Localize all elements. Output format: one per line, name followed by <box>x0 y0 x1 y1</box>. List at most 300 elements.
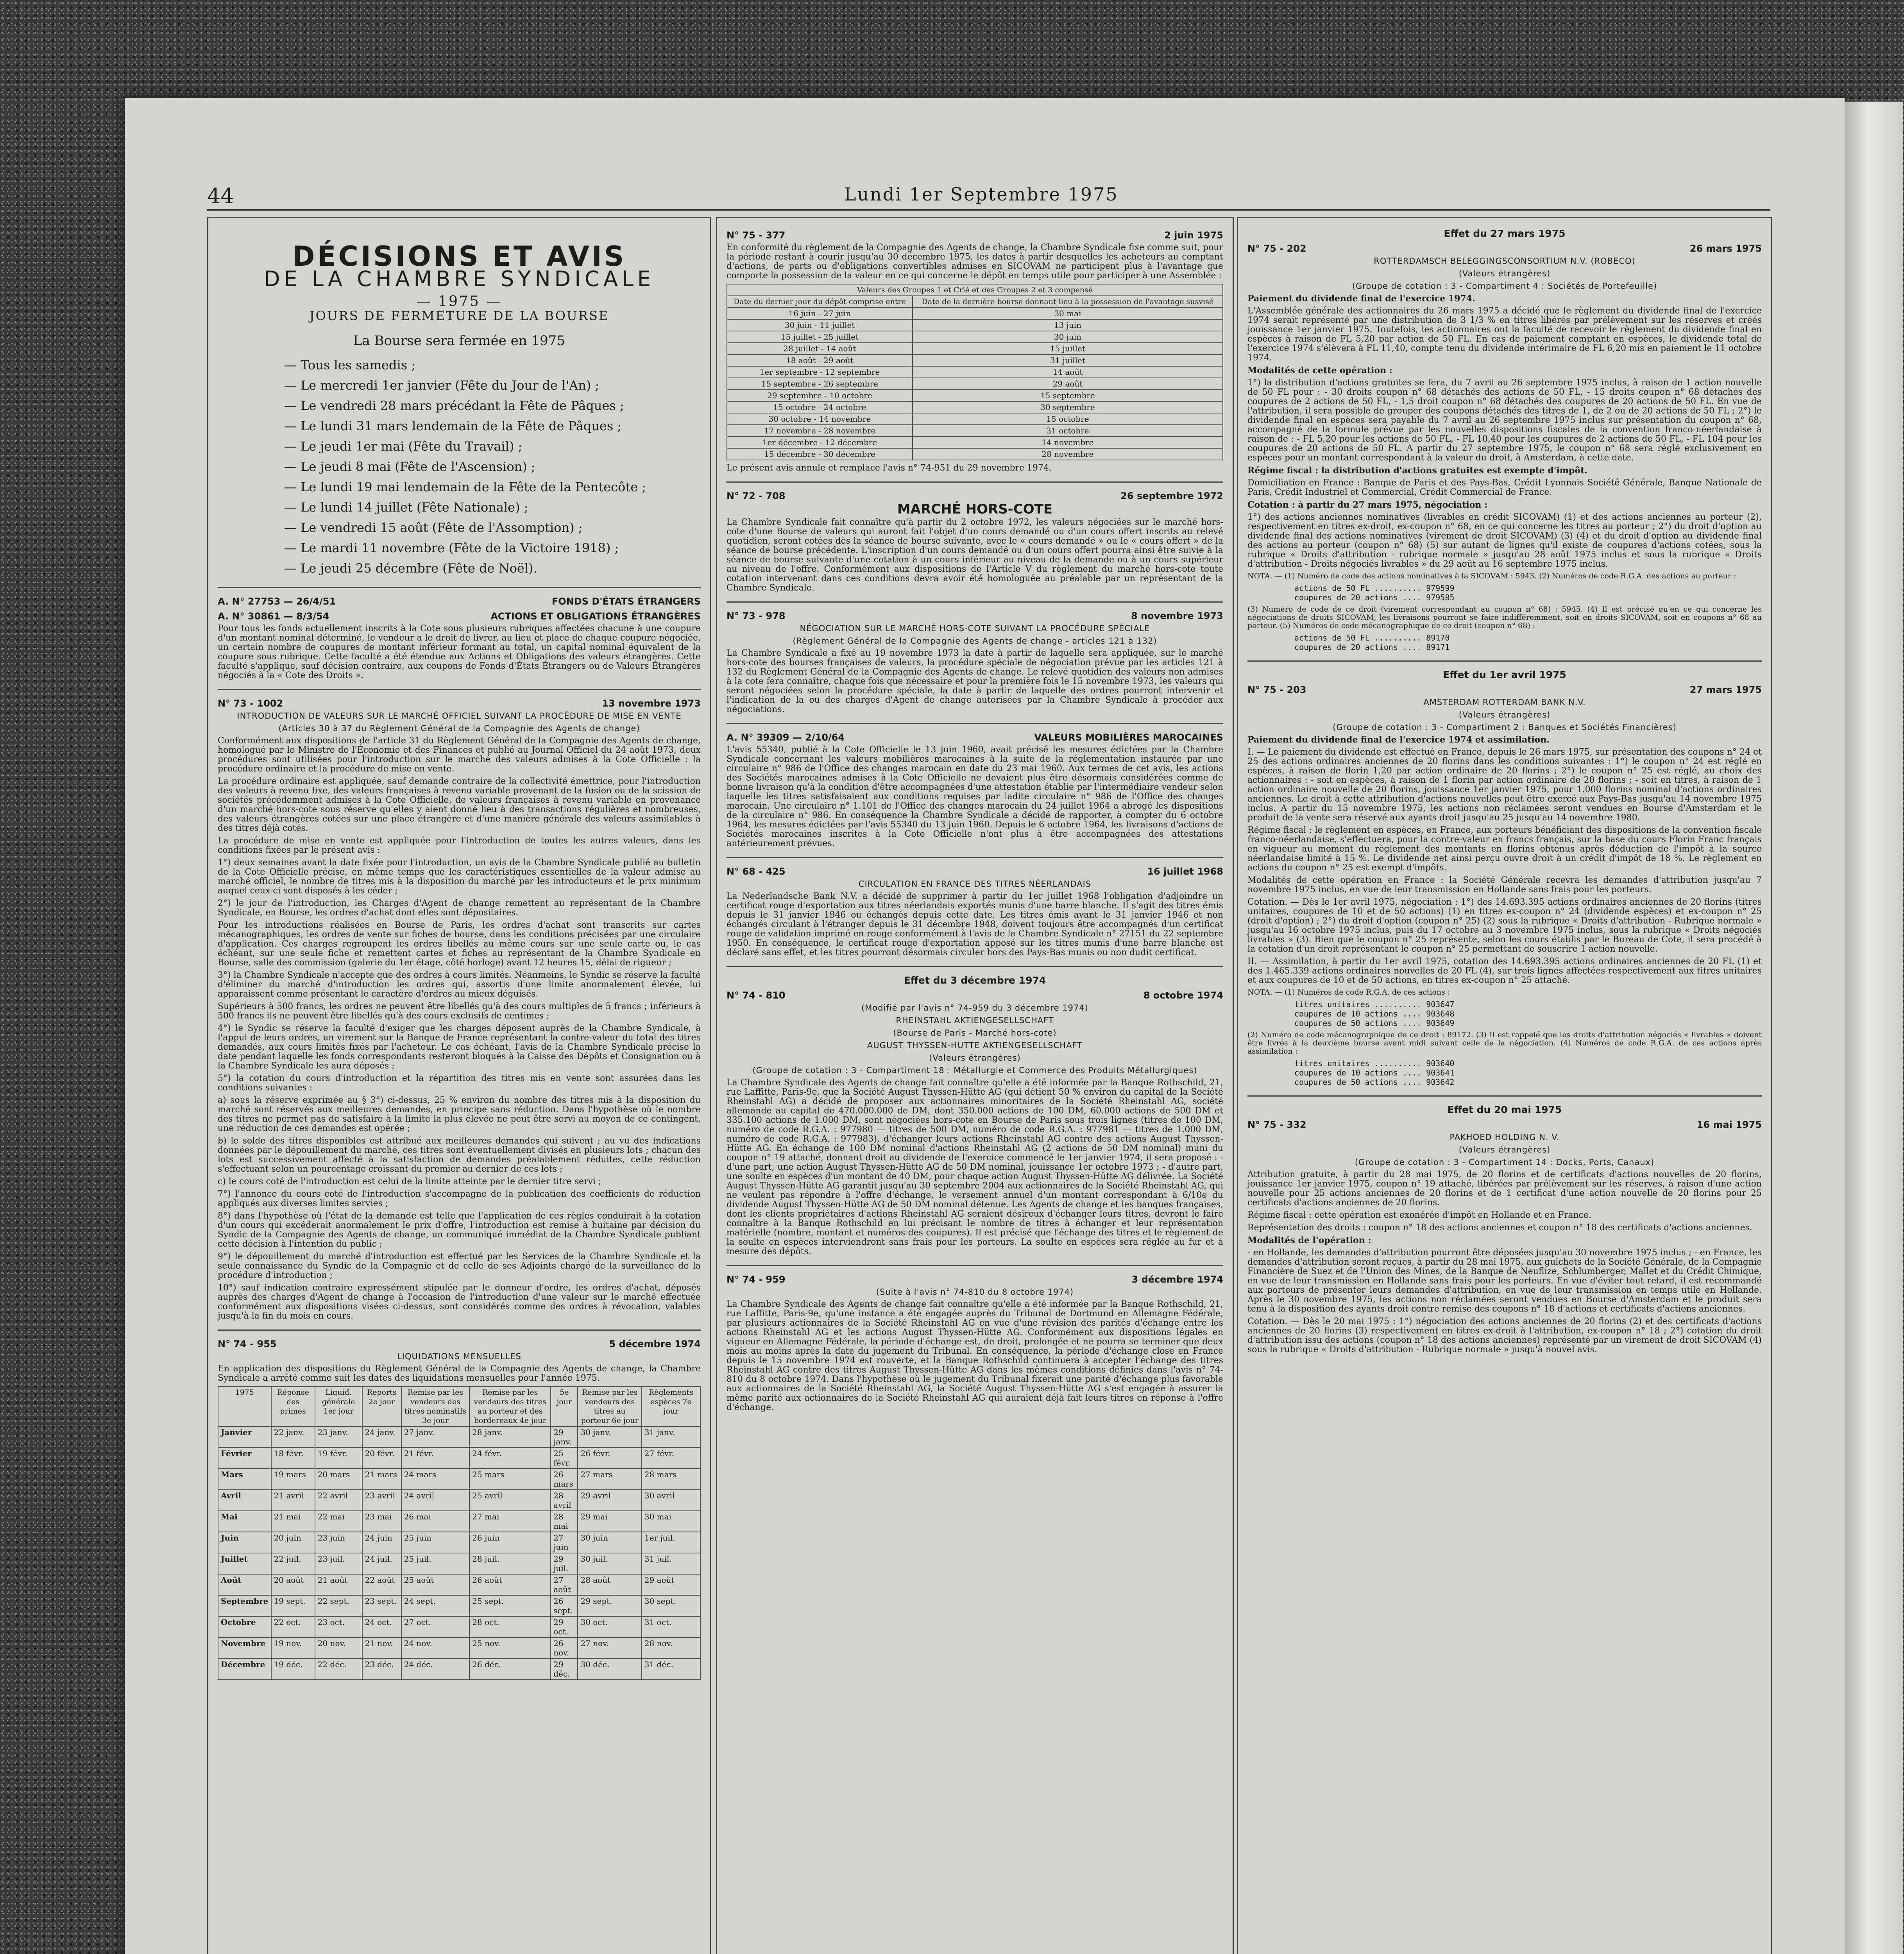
paragraph: Régime fiscal : le règlement en espèces, en France, aux porteurs bénéficiant des dispositions de la convention fiscale franco-néerlandaise, s'effectuera, pour la contre-valeur en francs français, sur la base du cours Florin Franc français en vigueur au moment du règlement des montants en florins obtenus après déduction de l'impôt à la source néerlandaise limité à 15 %. Le dividende net ainsi perçu ouvre droit à un crédit d'impôt de 18 %. Le règlement en actions du coupon n° 25 est exempt d'impôts. <box>1247 825 1762 873</box>
notice-header <box>218 612 701 621</box>
notice-date: 8 octobre 1974 <box>1143 990 1223 1001</box>
table-cell: 24 févr. <box>469 1448 551 1469</box>
table-cell: 21 avril <box>271 1490 315 1511</box>
code-line: coupures de 10 actions .... 903641 <box>1294 1068 1455 1077</box>
list-item: — Le lundi 19 mai lendemain de la Fête de la Pentecôte ; <box>284 477 701 497</box>
table-body <box>727 308 1223 460</box>
table-row <box>218 1574 700 1595</box>
nota: (3) Numéro de code de ce droit (virement correspondant au coupon n° 68) : 5945. (4) Il est précisé qu'en ce qui concerne les négociations de droits SICOVAM, les livraisons pourront se faire indifféremment, soit en droits SICOVAM, soit en coupons n° 68 au porteur. (5) Numéros de code mécanographique de ce droit (coupon n° 68) : <box>1247 605 1762 630</box>
table-cell: 14 août <box>913 366 1223 378</box>
table-cell: 31 juillet <box>913 354 1223 366</box>
table-cell: 25 juin <box>401 1532 470 1553</box>
table-cell: 24 juin <box>362 1532 401 1553</box>
notice-date: 2 juin 1975 <box>1164 230 1223 241</box>
notice-subheading: (Modifié par l'avis n° 74-959 du 3 décembre 1974) <box>861 1003 1088 1013</box>
code-line: titres unitaires .......... 903647 <box>1294 1000 1455 1009</box>
table-cell: 1er juil. <box>642 1532 700 1553</box>
table-cell: 29 avril <box>578 1490 641 1511</box>
table-row <box>218 1595 700 1616</box>
notice-ref: N° 74 - 955 <box>218 1338 277 1349</box>
notice-subheading: (Valeurs étrangères) <box>1458 710 1551 719</box>
table-row <box>218 1659 700 1680</box>
table-cell: 28 avril <box>551 1490 578 1511</box>
table-cell: 28 oct. <box>469 1616 551 1637</box>
divider <box>218 587 701 588</box>
table-cell: 20 août <box>271 1574 315 1595</box>
divider <box>1247 1095 1762 1097</box>
table-cell: 19 nov. <box>271 1637 315 1659</box>
notice-date: 16 juillet 1968 <box>1147 866 1223 877</box>
paragraph: b) le solde des titres disponibles est attribué aux meilleures demandes qui suivent ; au vu des indications données par le dépouillement du marché, ces titres sont éventuellement divisés en plusieurs lots ; chacun des lots est successivement affecté à la satisfaction de demandes préalablement réduites, cette réduction s'effectuant selon un pourcentage croissant du premier au dernier de ces lots ; <box>218 1136 701 1174</box>
table-cell: 26 nov. <box>551 1637 578 1659</box>
column-right <box>1237 217 1772 1954</box>
table-cell: 1er septembre - 12 septembre <box>727 366 913 378</box>
table-cell: 29 janv. <box>551 1426 578 1448</box>
table-header-row <box>727 296 1223 308</box>
table-cell: 24 oct. <box>362 1616 401 1637</box>
paragraph: La procédure de mise en vente est appliquée pour l'introduction de toutes les autres valeurs, dans les conditions fixées par le présent avis : <box>218 836 701 855</box>
paragraph: 10°) sauf indication contraire expressément stipulée par le donneur d'ordre, les ordres d'achat, déposés auprès des charges d'Agent de change à l'occasion de l'introduction d'une valeur sur le marché effectuée conformément aux dispositions visées ci-dessus, sont considérés comme des ordres à révocation, valables jusqu'à la fin du mois en cours. <box>218 1283 701 1321</box>
table-cell: 29 sept. <box>578 1595 641 1616</box>
year-label: — 1975 — <box>416 293 502 310</box>
notice-head: FONDS D'ÉTATS ÉTRANGERS <box>551 596 701 607</box>
notice-heading: NÉGOCIATION SUR LE MARCHÉ HORS-COTE SUIVANT LA PROCÉDURE SPÉCIALE <box>800 624 1150 633</box>
notice-heading: AMSTERDAM ROTTERDAM BANK N.V. <box>1423 698 1586 707</box>
divider <box>727 723 1223 724</box>
table-cell: 21 mai <box>271 1511 315 1532</box>
table-cell: Janvier <box>218 1426 271 1448</box>
code-line: coupures de 20 actions .... 979585 <box>1294 593 1455 602</box>
paragraph: La Nederlandsche Bank N.V. a décidé de supprimer à partir du 1er juillet 1968 l'obligation d'adjoindre un certificat rouge d'exportation aux titres néerlandais exportés munis d'une barre blanche. Il s'agit des titres émis depuis le 31 janvier 1946 ou échangés depuis cette date. Les titres émis avant le 31 janvier 1946 et non échangés circulant à l'étranger depuis le 31 décembre 1948, doivent toujours être accompagnés d'un certificat rouge de validation imprimé en rouge conformément à l'avis de la Chambre Syndicale n° 27151 du 22 septembre 1950. En conséquence, le certificat rouge d'exportation apposé sur les titres munis d'une barre blanche est déclaré sans effet, et les titres pourront désormais circuler hors des Pays-Bas munis ou non dudit certificat. <box>727 891 1223 957</box>
table-cell: 26 sept. <box>551 1595 578 1616</box>
table-row <box>727 448 1223 460</box>
code-line: titres unitaires .......... 903640 <box>1294 1059 1455 1068</box>
table-row <box>727 378 1223 390</box>
table-cell: 27 oct. <box>401 1616 470 1637</box>
column-header: Remise par les vendeurs des titres au porteur 6e jour <box>578 1387 641 1426</box>
notice-date: 3 décembre 1974 <box>1131 1274 1223 1285</box>
table-cell: 19 mars <box>271 1469 315 1490</box>
table-cell: 29 septembre - 10 octobre <box>727 390 913 401</box>
table-cell: 15 juillet - 25 juillet <box>727 331 913 343</box>
table-cell: 30 juil. <box>578 1553 641 1574</box>
paragraph: 7°) l'annonce du cours coté de l'introduction s'accompagne de la publication des coefficients de réduction appliqués aux diverses limites servies ; <box>218 1189 701 1208</box>
paragraph: 3°) la Chambre Syndicale n'accepte que des ordres à cours limités. Néanmoins, le Syndic se réserve la faculté d'éliminer du marché d'introduction les ordres qui, assortis d'une limite anormalement élevée, lui apparaissent comme présentant le caractère d'ordres au mieux déguisés. <box>218 970 701 999</box>
notice-title: MARCHÉ HORS-COTE <box>897 501 1053 517</box>
table-cell: 31 déc. <box>642 1659 700 1680</box>
list-item: — Le jeudi 8 mai (Fête de l'Ascension) ; <box>284 456 701 477</box>
page-number: 44 <box>207 184 234 208</box>
effective-date: Effet du 27 mars 1975 <box>1444 228 1566 239</box>
notice-date: 26 mars 1975 <box>1689 243 1762 254</box>
table-cell: 15 décembre - 30 décembre <box>727 448 913 460</box>
notice-ref: A. N° 27753 — 26/4/51 <box>218 596 336 607</box>
notice-ref: N° 75 - 202 <box>1247 243 1306 254</box>
notice-heading: LIQUIDATIONS MENSUELLES <box>397 1352 521 1361</box>
table-row <box>218 1469 700 1490</box>
paragraph: 1°) la distribution d'actions gratuites se fera, du 7 avril au 26 septembre 1975 inclus, à raison de 1 action nouvelle de 50 FL pour : - 30 droits coupon n° 68 détachés des actions de 50 FL, - 15 droits coupon n° 68 détachés des coupures de 2 actions de 50 FL, - 1,5 droit coupon n° 68 détachés des coupures de 20 actions de 50 FL. En vue de l'attribution, il sera possible de grouper des coupons détachés des titres de 1, de 2 ou de 20 actions de 50 FL ; 2°) le dividende final en espèces sera payable du 7 avril au 26 septembre 1975 inclus sur présentation du coupon n° 68, accompagné de la formule prévue par les nouvelles dispositions fiscales de la convention franco-néerlandaise à raison de : - FL 5,20 pour les actions de 50 FL, - FL 10,40 pour les coupures de 2 actions de 50 FL, - FL 104 pour les coupures de 20 actions de 50 FL. A partir du 27 septembre 1975, le coupon n° 68 sera réglé exclusivement en espèces pour un montant correspondant à la valeur du droit, à Amsterdam, à cette date. <box>1247 378 1762 463</box>
paragraph: I. — Le paiement du dividende est effectué en France, depuis le 26 mars 1975, sur présentation des coupons n° 24 et 25 des actions ordinaires anciennes de 20 florins dans les conditions suivantes : 1°) le coupon n° 24 est réglé en espèces, à raison de florin 1,20 par action ordinaire de 20 florins ; 2°) le coupon n° 25 est réglé, au choix des actionnaires : - soit en espèces, à raison de 1 florin par action ordinaire de 20 florins ; - soit en titres, à raison de 1 action ordinaire nouvelle de 20 florins, jouissance 1er janvier 1975, pour 1.000 florins nominal d'actions ordinaires anciennes. Le droit à cette attribution d'actions nouvelles peut être exercé aux Pays-Bas jusqu'au 14 novembre 1975 inclus. A partir du 15 novembre 1975, les actions non réclamées seront vendues en Bourse d'Amsterdam et le produit de la vente sera réservé aux ayants droit jusqu'au 25 jusqu'au 14 novembre 1980. <box>1247 747 1762 823</box>
divider <box>727 1265 1223 1266</box>
closing-days-list <box>284 355 701 578</box>
table-cell: 30 juin <box>913 331 1223 343</box>
notice-ref: N° 75 - 203 <box>1247 684 1306 695</box>
table-cell: 21 nov. <box>362 1637 401 1659</box>
paragraph: Attribution gratuite, à partir du 28 mai 1975, de 20 florins et de certificats d'actions nouvelles de 20 florins, jouissance 1er janvier 1975, coupon n° 19 attaché, libérées par prélèvement sur les réserves, à raison d'une action nouvelle pour 25 actions anciennes de 20 florins et de 1 certificat d'une action nouvelle de 20 florins pour 25 certificats d'actions anciennes de 20 florins. <box>1247 1170 1762 1208</box>
notice-header <box>1247 1120 1762 1129</box>
table-cell: 26 mars <box>551 1469 578 1490</box>
table-cell: 27 août <box>551 1574 578 1595</box>
table-cell: 24 déc. <box>401 1659 470 1680</box>
table-cell: 23 janv. <box>315 1426 362 1448</box>
notice-header <box>727 991 1223 1000</box>
table-cell: 28 novembre <box>913 448 1223 460</box>
notice-subheading: (Valeurs étrangères) <box>1458 269 1551 278</box>
table-cell: 23 mai <box>362 1511 401 1532</box>
notice-header <box>727 1275 1223 1284</box>
table-cell: 15 juillet <box>913 343 1223 354</box>
table-cell: 22 sept. <box>315 1595 362 1616</box>
notice-body: Pour tous les fonds actuellement inscrits à la Cote sous plusieurs rubriques affectées chacune à une coupure d'un montant nominal déterminé, le vendeur a le droit de livrer, au lieu et place de chaque coupure négociée, un certain nombre de coupures de montant inférieur formant au total, un capital nominal équivalent de la coupure sous rubrique. Cette faculté a été étendue aux Actions et Obligations des valeurs étrangères. Cette faculté s'applique, sauf décision contraire, aux coupons de Fonds d'États Étrangers ou de Valeurs Étrangères négociés à la « Cote des Droits ». <box>218 624 701 680</box>
table-cell: 30 octobre - 14 novembre <box>727 413 913 425</box>
list-item: — Le vendredi 28 mars précédant la Fête de Pâques ; <box>284 395 701 416</box>
table-row <box>218 1532 700 1553</box>
paragraph: Régime fiscal : cette opération est exonérée d'impôt en Hollande et en France. <box>1247 1210 1591 1220</box>
top-rule <box>207 209 1770 211</box>
table-cell: 24 juil. <box>362 1553 401 1574</box>
notice-date: 5 décembre 1974 <box>609 1338 701 1349</box>
table-cell: 30 mai <box>913 308 1223 319</box>
table-row <box>727 354 1223 366</box>
divider <box>727 857 1223 858</box>
notice-header <box>727 733 1223 742</box>
paragraph: II. — Assimilation, à partir du 1er avril 1975, cotation des 14.693.395 actions ordinaires anciennes de 20 FL (1) et des 1.465.339 actions ordinaires nouvelles de 20 FL (4), sur trois lignes affectées respectivement aux titres unitaires et aux coupures de 10 et de 50 actions, en titres ex-coupon n° 25 attaché. <box>1247 957 1762 985</box>
table-row <box>727 343 1223 354</box>
column-header: Remise par les vendeurs des titres au porteur et des bordereaux 4e jour <box>469 1387 551 1426</box>
table-cell: 22 janv. <box>271 1426 315 1448</box>
list-item: — Le jeudi 25 décembre (Fête de Noël). <box>284 558 701 578</box>
table-cell: Février <box>218 1448 271 1469</box>
table-cell: 25 févr. <box>551 1448 578 1469</box>
table-row <box>727 366 1223 378</box>
table-cell: 27 mars <box>578 1469 641 1490</box>
notice-ref: N° 73 - 978 <box>727 610 786 621</box>
column-header: Réponse des primes <box>271 1387 315 1426</box>
notice-date: 27 mars 1975 <box>1689 684 1762 695</box>
table-cell: 15 septembre - 26 septembre <box>727 378 913 390</box>
paragraph: 2°) le jour de l'introduction, les Charges d'Agent de change remettent au représentant de la Chambre Syndicale, en Bourse, les ordres d'achat dont elles sont dépositaires. <box>218 898 701 918</box>
notice-subheading: (Bourse de Paris - Marché hors-cote) <box>893 1028 1057 1038</box>
table-row <box>218 1511 700 1532</box>
column-header: Remise par les vendeurs des titres nominatifs 3e jour <box>401 1387 470 1426</box>
notice-header <box>1247 685 1762 694</box>
notice-date: 8 novembre 1973 <box>1131 610 1223 621</box>
table-cell: 27 janv. <box>401 1426 470 1448</box>
column-header: Règlements espèces 7e jour <box>642 1387 700 1426</box>
table-cell: 31 octobre <box>913 425 1223 437</box>
section-heading: Modalités de cette opération : <box>1247 365 1392 376</box>
table-cell: Octobre <box>218 1616 271 1637</box>
notice-ref: N° 75 - 377 <box>727 230 786 241</box>
column-header: Date de la dernière bourse donnant lieu à la possession de l'avantage susvisé <box>913 296 1223 308</box>
paragraph: - en Hollande, les demandes d'attribution pourront être déposées jusqu'au 30 novembre 1975 inclus ; - en France, les demandes d'attribution seront reçues, à partir du 28 mai 1975, aux guichets de la Société Générale, de la Compagnie Financière de Suez et de l'Union des Mines, de la Banque de Neuflize, Schlumberger, Mallet et du Crédit Chimique, en vue de leur transmission en Hollande sans frais pour les porteurs. En vue d'éviter tout retard, il est recommandé aux porteurs de présenter leurs demandes d'attribution, en vue de leur transmission en temps utile en Hollande. Après le 30 novembre 1975, les actions non réclamées seront vendues en Bourse d'Amsterdam et le produit sera tenu à la disposition des ayants droit contre remise des coupons n° 18 d'actions et certificats d'actions anciennes. <box>1247 1248 1762 1314</box>
table-body <box>218 1426 700 1680</box>
paragraph: 5°) la cotation du cours d'introduction et la répartition des titres mis en vente sont assurées dans les conditions suivantes : <box>218 1074 701 1093</box>
notice-ref: N° 72 - 708 <box>727 490 786 501</box>
table-cell: 27 mai <box>469 1511 551 1532</box>
paragraph: Supérieurs à 500 francs, les ordres ne peuvent être libellés qu'à des cours multiples de 5 francs ; inférieurs à 500 francs ils ne peuvent être libellés qu'à des cours exclusifs de centimes ; <box>218 1002 701 1021</box>
paragraph: La Chambre Syndicale des Agents de change fait connaître qu'elle a été informée par la Banque Rothschild, 21, rue Laffitte, Paris-9e, que la Société August Thyssen-Hütte AG (qui détient 50 % environ du capital de la Société Rheinstahl AG) a décidé de proposer aux actionnaires minoritaires de la Société Rheinstahl AG, société allemande au capital de 470.000.000 de DM, dont 350.000 actions de 100 DM, 60.000 actions de 500 DM et 335.100 actions de 1.000 DM, sont négociées hors-cote en Bourse de Paris sous trois lignes (titres de 100 DM, numéro de code R.G.A. : 977980 — titres de 500 DM, numéro de code R.G.A. : 977981 — titres de 1.000 DM, numéro de code R.G.A. : 977983), d'échanger leurs actions Rheinstahl AG contre des actions August Thyssen-Hütte AG. En échange de 100 DM nominal d'actions Rheinstahl AG (2 actions de 50 DM nominal) muni du coupon n° 19 attaché, donnant droit au dividende de l'exercice commencé le 1er janvier 1974, il sera proposé : - d'une part, une action August Thyssen-Hütte AG de 50 DM nominal, jouissance 1er octobre 1973 ; - d'autre part, une soulte en espèces d'un montant de 40 DM, pour chaque action August Thyssen-Hütte AG délivrée. La Société August Thyssen-Hütte AG garantit jusqu'au 30 septembre 2004 aux actionnaires de la Société Rheinstahl AG, qui ne veulent pas répondre à l'offre d'échange, le versement annuel d'un montant correspondant à 6/10e du dividende August Thyssen-Hütte AG de 50 DM nominal détenue. Les Agents de change et les banques françaises, dont les clients propriétaires d'actions Rheinstahl AG seraient désireux d'échanger leurs titres, devront le faire connaître à la Banque Rothschild en lui précisant le nombre de titres à échanger et leur représentation matérielle (nombre, montant et numéros des coupures). Il est précisé que l'échange des titres et le règlement de la soulte en espèces interviendront sans frais pour les porteurs. La soulte en espèces sera réglée au fur et à mesure des dépôts. <box>727 1078 1223 1256</box>
notice-heading: CIRCULATION EN FRANCE DES TITRES NÉERLANDAIS <box>858 879 1092 889</box>
table-cell: Avril <box>218 1490 271 1511</box>
table-row <box>727 437 1223 448</box>
notice-date: 26 septembre 1972 <box>1120 490 1223 501</box>
table-cell: 20 févr. <box>362 1448 401 1469</box>
table-cell: 28 août <box>578 1574 641 1595</box>
paragraph: Cotation. — Dès le 1er avril 1975, négociation : 1°) des 14.693.395 actions ordinaires anciennes de 20 florins (titres unitaires, coupures de 10 et de 50 actions) (1) en titres ex-coupon n° 24 (dividende espèces) et ex-coupon n° 25 (droit d'option) ; 2°) du droit d'option (coupon n° 25) (2) sous la rubrique « Droits d'attribution - Rubrique normale » jusqu'au 16 octobre 1975 inclus, puis du 17 octobre au 3 novembre 1975 inclus, sous la rubrique « Droits négociés livrables » (3). Bien que le coupon n° 25 représente, selon les cours établis par le Bureau de Cote, il sera procédé à la cotation d'un droit représentant le coupon n° 25 permettant de souscrire 1 action nouvelle. <box>1247 897 1762 954</box>
paragraph: a) sous la réserve exprimée au § 3°) ci-dessus, 25 % environ du nombre des titres mis à la disposition du marché sont réservés aux meilleures demandes, en principe sans réduction. Dans l'hypothèse où le nombre des titres ne permet pas de satisfaire à la limite la plus élevée ne peut être servi au moyen de ce contingent, une réduction de ces demandes est opérée ; <box>218 1095 701 1133</box>
table-cell: 29 mai <box>578 1511 641 1532</box>
notice-header <box>727 867 1223 876</box>
effective-date: Effet du 20 mai 1975 <box>1447 1104 1562 1115</box>
notice-subheading: (Valeurs étrangères) <box>1458 1145 1551 1154</box>
table-cell: Septembre <box>218 1595 271 1616</box>
paragraph: 1°) des actions anciennes nominatives (livrables en crédit SICOVAM) (1) et des actions anciennes au porteur (2), respectivement en titres ex-droit, ex-coupon n° 68, en ce qui concerne les titres au porteur ; 2°) du droit d'option au dividende final des actions nominatives (virement de droit SICOVAM) (3) (4) et du droit d'option au dividende final des actions au porteur (coupon n° 68) (5) sur autant de lignes qu'il existe de coupures d'actions cotées, sous la rubrique « Droits d'attribution - rubrique normale » jusqu'au 28 août 1975 inclus et sous la rubrique « Droits d'attribution - Droits négociés livrables » du 29 août au 16 septembre 1975 inclus. <box>1247 512 1762 569</box>
table-cell: 17 novembre - 28 novembre <box>727 425 913 437</box>
table-cell: 25 mars <box>469 1469 551 1490</box>
paragraph: 9°) le dépouillement du marché d'introduction est effectué par les Services de la Chambre Syndicale et la seule connaissance du Syndic de la Compagnie et de celle de ses Adjoints chargé de la surveillance de la procédure d'introduction ; <box>218 1252 701 1280</box>
notice-ref: N° 74 - 810 <box>727 990 786 1001</box>
table-cell: Mars <box>218 1469 271 1490</box>
table-cell: 30 mai <box>642 1511 700 1532</box>
divider <box>727 966 1223 967</box>
table-row <box>727 331 1223 343</box>
table-caption: Valeurs des Groupes 1 et Crié et des Groupes 2 et 3 compensé <box>727 284 1223 296</box>
paragraph: Domiciliation en France : Banque de Paris et des Pays-Bas, Crédit Lyonnais Société Générale, Banque Nationale de Paris, Crédit Industriel et Commercial, Crédit Commercial de France. <box>1247 478 1762 497</box>
notice-date: 13 novembre 1973 <box>602 698 701 709</box>
table-header-row <box>218 1387 700 1426</box>
table-cell: 30 septembre <box>913 401 1223 413</box>
table-row <box>727 319 1223 331</box>
table-cell: 20 nov. <box>315 1637 362 1659</box>
table-cell: 24 sept. <box>401 1595 470 1616</box>
notice-heading: AUGUST THYSSEN-HUTTE AKTIENGESELLSCHAFT <box>867 1041 1083 1050</box>
table-cell: 20 juin <box>271 1532 315 1553</box>
nota: (2) Numéro de code mécanographique de ce droit : 89172. (3) Il est rappelé que les droits d'attribution négociés « livrables » doivent être livrés à la deuxième bourse avant midi suivant celle de la négociation. (4) Numéros de code R.G.A. de ces actions après assimilation : <box>1247 1031 1762 1056</box>
table-cell: 14 novembre <box>913 437 1223 448</box>
table-row <box>218 1637 700 1659</box>
list-item: — Le lundi 31 mars lendemain de la Fête de Pâques ; <box>284 416 701 436</box>
paragraph: Pour les introductions réalisées en Bourse de Paris, les ordres d'achat sont transcrits sur cartes mécanographiques, les ordres de vente sur fiches de bourse, dans les conditions précisées par une circulaire d'application. Ces charges regroupent les ordres libellés au même cours sur une seule carte ou, le cas échéant, sur une seule fiche et remettent cartes et fiches au représentant de la Chambre Syndicale en Bourse, salle des commission (galerie du 1er étage, côté horloge) avant 12 heures 15, délai de rigueur ; <box>218 920 701 968</box>
table-cell: 22 mai <box>315 1511 362 1532</box>
table-cell: 18 févr. <box>271 1448 315 1469</box>
table-cell: 30 avril <box>642 1490 700 1511</box>
table-cell: 27 févr. <box>642 1448 700 1469</box>
table-cell: Novembre <box>218 1637 271 1659</box>
table-row <box>218 1490 700 1511</box>
table-cell: 29 août <box>913 378 1223 390</box>
table-cell: 25 sept. <box>469 1595 551 1616</box>
column-header: Liquid. générale 1er jour <box>315 1387 362 1426</box>
code-line: actions de 50 FL .......... 89170 <box>1294 633 1450 642</box>
column-header: 1975 <box>218 1387 271 1426</box>
table-cell: 23 oct. <box>315 1616 362 1637</box>
paragraph: 4°) le Syndic se réserve la faculté d'exiger que les charges déposent auprès de la Chambre Syndicale, à l'appui de leurs ordres, un virement sur la Banque de France représentant la contre-valeur du total des titres demandés, aux cours limités fixés par l'acheteur. Le cas échéant, l'avis de la Chambre Syndicale précise la date pendant laquelle les fonds correspondants resteront bloqués à la Caisse des Dépôts et Consignation ou à la Chambre Syndicale les aura déposés ; <box>218 1024 701 1071</box>
code-line: coupures de 50 actions .... 903649 <box>1294 1018 1455 1028</box>
list-item: — Le mercredi 1er janvier (Fête du Jour de l'An) ; <box>284 375 701 395</box>
code-line: coupures de 50 actions .... 903642 <box>1294 1077 1455 1087</box>
table-row <box>727 401 1223 413</box>
nota: NOTA. — (1) Numéros de code R.G.A. de ces actions : <box>1247 988 1450 997</box>
closing-title: JOURS DE FERMETURE DE LA BOURSE <box>309 308 609 323</box>
table-cell: 30 juin - 11 juillet <box>727 319 913 331</box>
paragraph: Cotation. — Dès le 20 mai 1975 : 1°) négociation des actions anciennes de 20 florins (2) et des certificats d'actions anciennes de 20 florins (3) respectivement en titres ex-droit à l'attribution, ex-coupon n° 18 ; 2°) cotation du droit d'attribution issu des actions (coupon n° 18 des actions anciennes) représenté par un virement de droit SICOVAM (4) sous la rubrique « Droits d'attribution - Rubrique normale » jusqu'à nouvel avis. <box>1247 1317 1762 1355</box>
table-row <box>727 390 1223 401</box>
notice-subheading: (Groupe de cotation : 3 - Compartiment 14 : Docks, Ports, Canaux) <box>1355 1158 1655 1167</box>
table-cell: 27 juin <box>551 1532 578 1553</box>
table-cell: 15 octobre <box>913 413 1223 425</box>
paragraph: La procédure ordinaire est appliquée, sauf demande contraire de la collectivité émettrice, pour l'introduction des valeurs à revenu fixe, des valeurs françaises à revenu variable provenant de la fusion ou de la scission de sociétés précédemment admises à la Cote Officielle, de valeurs françaises à revenu variable en provenance d'un marché hors-cote sous réserve qu'elles y aient donné lieu à des transactions régulières et nombreuses, des valeurs étrangères cotées sur une place étrangère et d'une manière générale des valeurs assimilables à des titres déjà cotés. <box>218 777 701 833</box>
column-left <box>207 217 711 1954</box>
column-header: 5e jour <box>551 1387 578 1426</box>
table-cell: 28 juillet - 14 août <box>727 343 913 354</box>
table-cell: Mai <box>218 1511 271 1532</box>
table-cell: 30 janv. <box>578 1426 641 1448</box>
column-middle <box>716 217 1234 1954</box>
notice-header <box>218 597 701 606</box>
section-heading: Paiement du dividende final de l'exercice 1974 et assimilation. <box>1247 735 1550 745</box>
notice-header <box>1247 244 1762 253</box>
table-cell: 1er décembre - 12 décembre <box>727 437 913 448</box>
section-heading: Régime fiscal : la distribution d'actions gratuites est exempte d'impôt. <box>1247 465 1587 476</box>
table-cell: 23 sept. <box>362 1595 401 1616</box>
table-cell: 19 déc. <box>271 1659 315 1680</box>
notice-header <box>218 1339 701 1349</box>
table-cell: Juillet <box>218 1553 271 1574</box>
paragraph: c) le cours coté de l'introduction est celui de la limite atteinte par le dernier titre servi ; <box>218 1177 601 1186</box>
code-line: coupures de 20 actions .... 89171 <box>1294 642 1450 652</box>
table-cell: 25 nov. <box>469 1637 551 1659</box>
table-cell: 30 déc. <box>578 1659 641 1680</box>
nota: NOTA. — (1) Numéro de code des actions nominatives à la SICOVAM : 5943. (2) Numéros de code R.G.A. des actions au porteur : <box>1247 572 1736 580</box>
effective-date: Effet du 3 décembre 1974 <box>904 975 1046 986</box>
notice-ref: N° 68 - 425 <box>727 866 786 877</box>
table-cell: 31 oct. <box>642 1616 700 1637</box>
paragraph: Le présent avis annule et remplace l'avis n° 74-951 du 29 novembre 1974. <box>727 463 1052 473</box>
running-head: Lundi 1er Septembre 1975 <box>844 184 1118 205</box>
table-cell: 28 mars <box>642 1469 700 1490</box>
notice-header <box>727 231 1223 240</box>
table-cell: 24 janv. <box>362 1426 401 1448</box>
notice-subheading: (Groupe de cotation : 3 - Compartiment 18 : Métallurgie et Commerce des Produits Métallurgiques) <box>752 1066 1197 1075</box>
paragraph: La Chambre Syndicale fait connaître qu'à partir du 2 octobre 1972, les valeurs négociées sur le marché hors-cote d'une Bourse de valeurs qui auront fait l'objet d'un cours demandé ou d'un cours offert inscrits au relevé quotidien, seront cotées dès la séance de bourse suivante, avec le « cours demandé » ou le « cours offert » de la séance de bourse précédente. L'inscription d'un cours demandé ou d'un cours offert pourra ainsi être suivie à la séance de bourse suivante d'une cotation à un cours inférieur au niveau de la demande ou à un cours supérieur au niveau de l'offre. Conformément aux dispositions de l'Article V du règlement du marché hors-cote toute cotation intervenant dans ces conditions devra avoir été homologuée au préalable par un représentant de la Chambre Syndicale. <box>727 517 1223 593</box>
paragraph: En conformité du règlement de la Compagnie des Agents de change, la Chambre Syndicale fixe comme suit, pour la période restant à courir jusqu'au 30 décembre 1975, les dates à partir desquelles les acheteurs au comptant d'actions, de parts ou d'obligations convertibles admises en SICOVAM ne participent plus à l'avantage que comporte la possession de la valeur en ce qui concerne le dépôt en temps utile pour participer à une Assemblée : <box>727 243 1223 281</box>
notice-ref: N° 74 - 959 <box>727 1274 786 1285</box>
notice-head: ACTIONS ET OBLIGATIONS ÉTRANGÈRES <box>490 611 701 622</box>
notice-ref: N° 73 - 1002 <box>218 698 283 709</box>
table-cell: 15 septembre <box>913 390 1223 401</box>
table-cell: 30 juin <box>578 1532 641 1553</box>
table-cell: 24 avril <box>401 1490 470 1511</box>
list-item: — Tous les samedis ; <box>284 355 701 375</box>
paragraph: 1°) deux semaines avant la date fixée pour l'introduction, un avis de la Chambre Syndicale publié au bulletin de la Cote Officielle précise, en même temps que les caractéristiques essentielles de la valeur admise au marché officiel, le nombre de titres mis à la disposition du marché par les introducteurs et le prix minimum auquel ceux-ci sont disposés à les céder ; <box>218 858 701 896</box>
table-cell: 28 nov. <box>642 1637 700 1659</box>
table-row <box>727 413 1223 425</box>
paragraph: Conformément aux dispositions de l'article 31 du Règlement Général de la Compagnie des Agents de change, homologué par le Ministre de l'Économie et des Finances et publié au Journal Officiel du 24 août 1973, deux procédures sont utilisées pour l'introduction sur le marché des valeurs admises à la Cote Officielle : la procédure ordinaire et la procédure de mise en vente. <box>218 736 701 774</box>
table-cell: 29 oct. <box>551 1616 578 1637</box>
page-title: DÉCISIONS ET AVIS <box>292 240 626 272</box>
table-row <box>218 1448 700 1469</box>
table-cell: 22 juil. <box>271 1553 315 1574</box>
notice-subheading: (Valeurs étrangères) <box>929 1053 1021 1063</box>
table-cell: 31 janv. <box>642 1426 700 1448</box>
paragraph: En application des dispositions du Règlement Général de la Compagnie des Agents de change, la Chambre Syndicale a arrêté comme suit les dates des liquidations mensuelles pour l'année 1975. <box>218 1364 701 1383</box>
divider <box>727 601 1223 603</box>
table-cell: 21 févr. <box>401 1448 470 1469</box>
table-cell: 30 sept. <box>642 1595 700 1616</box>
paragraph: La Chambre Syndicale des Agents de change fait connaître qu'elle a été informée par la Banque Rothschild, 21, rue Laffitte, Paris-9e, qu'une instance a été engagée auprès du Tribunal de Dortmund en Allemagne Fédérale, par plusieurs actionnaires de la Société Rheinstahl AG en vue d'une révision des parités d'échange entre les actions Rheinstahl AG et les actions August Thyssen-Hütte AG. Conformément aux dispositions légales en vigueur en Allemagne Fédérale, la période d'échange est, de droit, prolongée et ne pourra se terminer que deux mois au moins après la date du jugement du Tribunal. En conséquence, la période d'échange close en France depuis le 15 novembre 1974 est rouverte, et la Banque Rothschild continuera à accepter l'échange des titres Rheinstahl AG contre des titres August Thyssen-Hütte AG dans les mêmes conditions définies dans l'avis n° 74-810 du 8 octobre 1974. Dans l'hypothèse où le jugement du Tribunal fixerait une parité d'échange plus favorable aux actionnaires de la Société Rheinstahl AG, la Société August Thyssen-Hütte AG s'est engagée à assurer la même parité aux actionnaires de la Société Rheinstahl AG qui auraient déjà fait leurs titres en réponse à l'offre d'échange. <box>727 1299 1223 1412</box>
group-dates-table <box>727 284 1223 460</box>
column-header: Reports 2e jour <box>362 1387 401 1426</box>
table-cell: 23 juin <box>315 1532 362 1553</box>
table-cell: 25 août <box>401 1574 470 1595</box>
notice-heading: INTRODUCTION DE VALEURS SUR LE MARCHÉ OFFICIEL SUIVANT LA PROCÉDURE DE MISE EN VENTE <box>237 711 682 721</box>
table-cell: 26 févr. <box>578 1448 641 1469</box>
table-cell: 28 juil. <box>469 1553 551 1574</box>
table-cell: 25 avril <box>469 1490 551 1511</box>
divider <box>1247 660 1762 662</box>
table-cell: 29 juil. <box>551 1553 578 1574</box>
notice-head: VALEURS MOBILIÈRES MAROCAINES <box>1034 732 1223 743</box>
paragraph: 8°) dans l'hypothèse où l'état de la demande est telle que l'application de ces règles conduirait à la cotation d'un cours qui excéderait anormalement le prix d'offre, l'introduction est remise à huitaine par décision du Syndic de la Compagnie des Agents de change, un communiqué immédiat de la Chambre Syndicale publiant cette décision à l'intention du public ; <box>218 1211 701 1249</box>
paragraph: L'Assemblée générale des actionnaires du 26 mars 1975 a décidé que le règlement du dividende final de l'exercice 1974 serait représenté par une distribution de 3 1/3 % en titres libérés par prélèvement sur les réserves et créés jouissance 1er janvier 1975. Toutefois, les actionnaires ont la faculté de recevoir le règlement du dividende final en espèces à raison de FL 5,20 par action de 50 FL. En cas de paiement comptant en espèces, le dividende total de l'exercice 1974 s'élèvera à FL 11,40, compte tenu du dividende intérimaire de FL 6,20 mis en paiement le 11 octobre 1974. <box>1247 306 1762 363</box>
table-cell: 19 sept. <box>271 1595 315 1616</box>
paragraph: Représentation des droits : coupon n° 18 des actions anciennes et coupon n° 18 des certificats d'actions anciennes. <box>1247 1223 1752 1233</box>
table-cell: 23 déc. <box>362 1659 401 1680</box>
table-row <box>727 308 1223 319</box>
page-subtitle: DE LA CHAMBRE SYNDICALE <box>263 267 655 291</box>
table-cell: 28 mai <box>551 1511 578 1532</box>
notice-heading: ROTTERDAMSCH BELEGGINGSCONSORTIUM N.V. (ROBECO) <box>1374 256 1636 266</box>
table-row <box>218 1616 700 1637</box>
table-cell: 24 nov. <box>401 1637 470 1659</box>
table-cell: 31 juil. <box>642 1553 700 1574</box>
table-cell: 26 août <box>469 1574 551 1595</box>
notice-ref: A. N° 30861 — 8/3/54 <box>218 611 329 622</box>
list-item: — Le mardi 11 novembre (Fête de la Victoire 1918) ; <box>284 538 701 558</box>
notice-header <box>727 491 1223 501</box>
table-cell: 23 juil. <box>315 1553 362 1574</box>
notice-subheading: (Règlement Général de la Compagnie des Agents de change - articles 121 à 132) <box>793 636 1157 646</box>
table-cell: 26 déc. <box>469 1659 551 1680</box>
table-cell: 13 juin <box>913 319 1223 331</box>
divider <box>727 481 1223 483</box>
table-header-row <box>727 284 1223 296</box>
table-cell: 19 févr. <box>315 1448 362 1469</box>
table-cell: 29 août <box>642 1574 700 1595</box>
table-row <box>727 425 1223 437</box>
table-cell: 22 août <box>362 1574 401 1595</box>
divider <box>218 1330 701 1331</box>
section-heading: Modalités de l'opération : <box>1247 1235 1371 1245</box>
table-cell: 22 oct. <box>271 1616 315 1637</box>
table-cell: 22 avril <box>315 1490 362 1511</box>
code-line: coupures de 10 actions .... 903648 <box>1294 1009 1455 1018</box>
paragraph: L'avis 55340, publié à la Cote Officielle le 13 juin 1960, avait précisé les mesures édictées par la Chambre Syndicale concernant les valeurs mobilières marocaines à la suite de la réglementation instaurée par une circulaire n° 986 de l'Office des changes marocain en date du 23 mai 1960. Aux termes de cet avis, les actions des Sociétés marocaines admises à la Cote Officielle ne devaient plus être désormais considérées comme de bonne livraison qu'à la condition d'être accompagnées d'une attestation établie par l'intermédiaire vendeur selon laquelle les titres satisfaisaient aux conditions requises par ladite circulaire n° 986 de l'Office des changes marocain. Une circulaire n° 1.101 de l'Office des changes marocain du 24 juillet 1964 a abrogé les dispositions de la circulaire n° 986. En conséquence la Chambre Syndicale a décidé de rapporter, à compter du 6 octobre 1964, les mesures édictées par l'avis 55340 du 13 juin 1960. Depuis le 6 octobre 1964, les livraisons d'actions de Sociétés marocaines inscrites à la Cote Officielle n'ont plus à être accompagnées des attestations antérieurement prévues. <box>727 745 1223 848</box>
notice-ref: A. N° 39309 — 2/10/64 <box>727 732 845 743</box>
table-cell: 23 avril <box>362 1490 401 1511</box>
table-cell: Juin <box>218 1532 271 1553</box>
